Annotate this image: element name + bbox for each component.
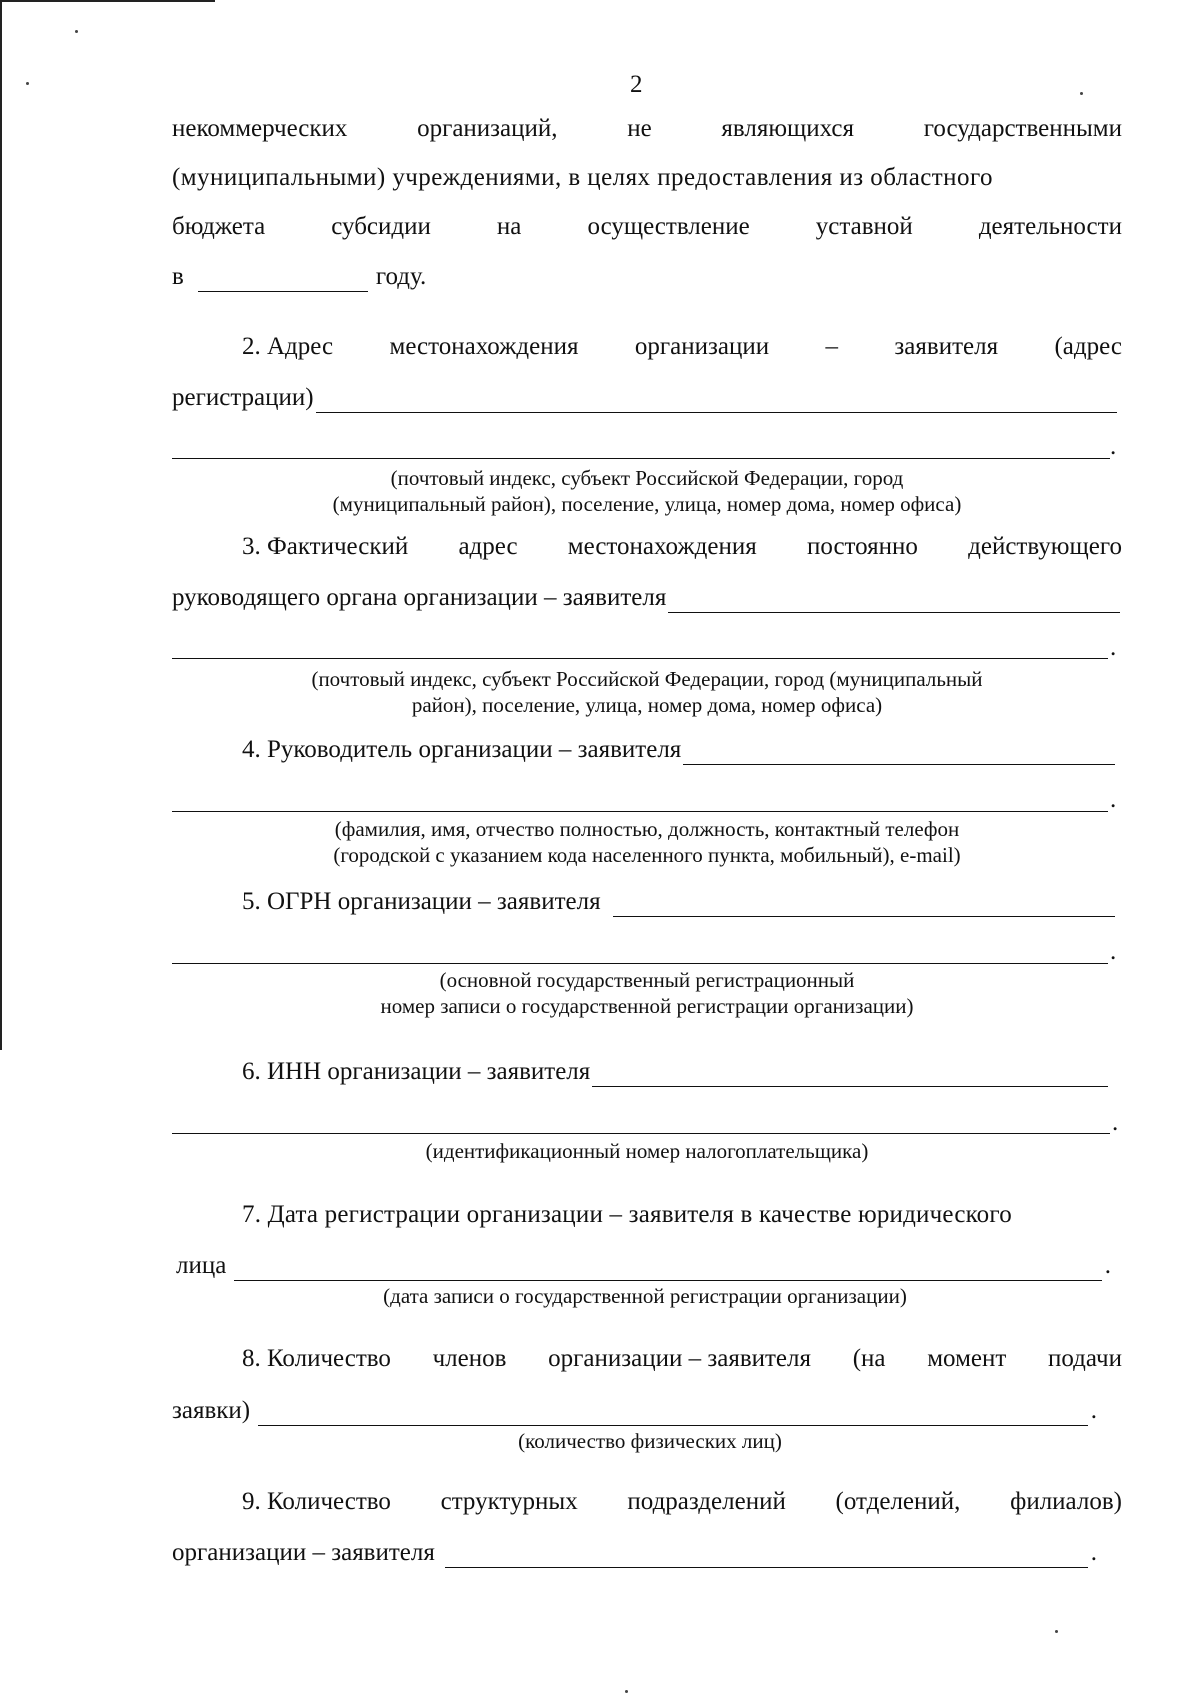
period: . [1104,1252,1111,1279]
period: . [1112,1109,1119,1136]
word: подачи [1048,1345,1122,1372]
year-field [172,262,426,292]
scan-speck [1055,1630,1058,1633]
ogrn-input-line[interactable] [613,892,1115,917]
intro-line-2 [172,163,1122,193]
branches-label: организации – заявителя [172,1539,435,1566]
scan-speck [26,82,29,85]
intro-line-1 [172,114,1122,144]
scan-speck [1080,92,1083,95]
word: организации – заявителя [548,1345,812,1372]
address-label: регистрации) [172,384,314,411]
word: некоммерческих [172,115,348,142]
reg-date-field[interactable] [176,1251,1111,1281]
intro-line-3 [172,212,1122,242]
head-input-line-2[interactable] [172,811,1108,812]
word: – [825,333,839,360]
actual-address-line-1 [172,532,1122,562]
actual-address-input-line[interactable] [668,588,1120,613]
word: бюджета [172,213,266,240]
period: . [1110,938,1117,965]
word: структурных [440,1488,578,1515]
word: (адрес [1054,333,1122,360]
reg-date-line-1: 7. Дата регистрации организации – заявителя в качестве юридического [242,1201,1012,1228]
inn-input-line-2[interactable] [172,1133,1110,1134]
head-hint-2: (городской с указанием кода населенного пункта, мобильный), e-mail) [333,843,961,867]
reg-date-label: лица [176,1252,227,1279]
actual-address-input-line-2[interactable] [172,658,1108,659]
word: являющихся [721,115,855,142]
word: местонахождения [389,333,579,360]
word: членов [432,1345,507,1372]
actual-address-field[interactable] [172,583,1120,613]
address-hint-1: (почтовый индекс, субъект Российской Федерации, город [390,466,904,490]
address-field[interactable] [172,383,1117,413]
actual-address-hint-1: (почтовый индекс, субъект Российской Федерации, город (муниципальный [311,667,983,691]
word: местонахождения [567,533,757,560]
scan-edge-left [0,0,2,1050]
word: не [627,115,652,142]
inn-hint: (идентификационный номер налогоплательщика) [425,1139,869,1163]
branches-field[interactable] [172,1538,1097,1568]
word: действующего [968,533,1122,560]
head-field[interactable] [242,735,1115,765]
year-prefix: в [172,263,184,290]
branches-line-1 [172,1487,1122,1517]
reg-date-input-line[interactable] [234,1256,1101,1281]
members-label: заявки) [172,1397,251,1424]
period: . [1110,786,1117,813]
word: заявителя [894,333,999,360]
word: субсидии [331,213,431,240]
branches-input-line[interactable] [445,1543,1088,1568]
inn-label: 6. ИНН организации – заявителя [242,1058,591,1085]
word: 9. Количество [242,1488,391,1515]
actual-address-hint-2: район), поселение, улица, номер дома, номер офиса) [411,693,883,717]
word: филиалов) [1010,1488,1122,1515]
word: (на [852,1345,886,1372]
scan-speck [75,30,78,33]
scan-edge-top [0,0,215,2]
word: организации [634,333,770,360]
word: 8. Количество [242,1345,391,1372]
address-input-line-2[interactable] [172,458,1110,459]
word: деятельности [978,213,1122,240]
members-line-1 [172,1344,1122,1374]
word: 3. Фактический [242,533,409,560]
word: уставной [815,213,913,240]
ogrn-label: 5. ОГРН организации – заявителя [242,888,601,915]
word: (отделений, [835,1488,961,1515]
word: осуществление [587,213,750,240]
word: постоянно [806,533,918,560]
ogrn-hint-1: (основной государственный регистрационный [439,968,855,992]
ogrn-input-line-2[interactable] [172,963,1108,964]
ogrn-hint-2: номер записи о государственной регистрации организации) [380,994,914,1018]
period: . [1090,1397,1097,1424]
period: . [1110,634,1117,661]
address-input-line[interactable] [316,388,1117,413]
members-input-line[interactable] [258,1401,1088,1426]
period: . [1090,1539,1097,1566]
reg-date-hint: (дата записи о государственной регистрации организации) [383,1284,907,1308]
scan-speck [625,1690,628,1693]
ogrn-field[interactable] [242,887,1115,917]
period: . [1110,433,1117,460]
year-input-line[interactable] [198,267,368,292]
page-number: 2 [630,71,643,98]
word: подразделений [627,1488,786,1515]
address-hint-2: (муниципальный район), поселение, улица, номер дома, номер офиса) [332,492,962,516]
head-label: 4. Руководитель организации – заявителя [242,736,682,763]
inn-field[interactable] [242,1057,1108,1087]
year-suffix: году. [375,263,427,290]
word: на [496,213,522,240]
word: адрес [458,533,518,560]
word: момент [927,1345,1007,1372]
intro-text: (муниципальными) учреждениями, в целях предоставления из областного [172,164,993,191]
address-line-1 [172,332,1122,362]
word: государственными [923,115,1122,142]
members-field[interactable] [172,1396,1097,1426]
members-hint: (количество физических лиц) [518,1429,782,1453]
head-hint-1: (фамилия, имя, отчество полностью, должность, контактный телефон [334,817,960,841]
word: организаций, [417,115,558,142]
word: 2. Адрес [242,333,334,360]
head-input-line[interactable] [683,740,1115,765]
inn-input-line[interactable] [592,1062,1108,1087]
actual-address-label: руководящего органа организации – заявителя [172,584,667,611]
